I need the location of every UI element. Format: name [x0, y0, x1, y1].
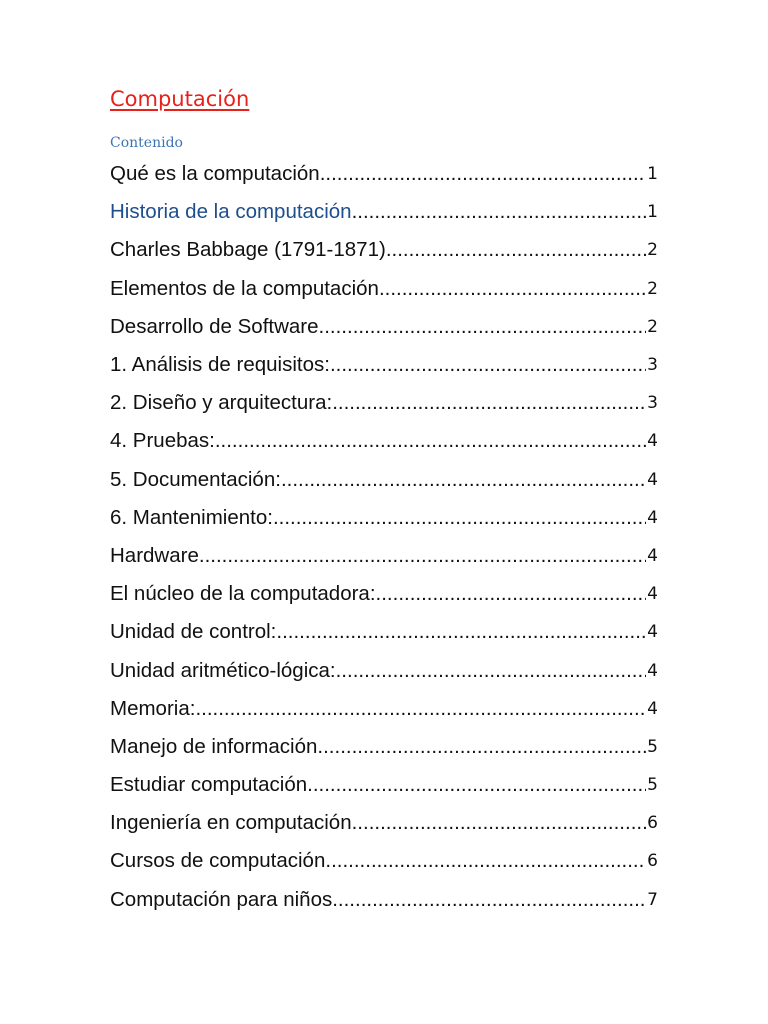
toc-entry-page-number: 4 — [647, 545, 658, 566]
toc-entry-page-number: 3 — [647, 393, 658, 414]
toc-entry-leader-dots — [379, 277, 646, 301]
toc-entry-page-number: 6 — [647, 851, 658, 872]
toc-entry-page-number: 1 — [647, 202, 658, 223]
toc-entry-leader-dots — [332, 391, 646, 415]
toc-entry-leader-dots — [332, 888, 646, 912]
toc-entry[interactable] — [110, 270, 658, 308]
toc-entry-page-number: 2 — [647, 278, 658, 299]
toc-entry-label[interactable]: Memoria: — [110, 696, 196, 720]
toc-entry-leader-dots — [319, 315, 647, 339]
toc-entry-label[interactable]: 4. Pruebas: — [110, 429, 215, 453]
toc-entry[interactable] — [110, 728, 658, 766]
toc-entry[interactable] — [110, 575, 658, 613]
document-title: Computación — [110, 87, 250, 111]
toc-entry-leader-dots — [317, 735, 646, 759]
toc-entry-label[interactable]: Computación para niños — [110, 887, 333, 911]
toc-entry[interactable] — [110, 881, 658, 919]
toc-entry[interactable] — [110, 766, 658, 804]
toc-entry-label[interactable]: Cursos de computación — [110, 849, 326, 873]
toc-entry-label[interactable]: 6. Mantenimiento: — [110, 505, 273, 529]
toc-entry-leader-dots — [281, 468, 646, 492]
toc-entry-label[interactable]: El núcleo de la computadora: — [110, 582, 376, 606]
toc-entry-label[interactable]: Historia de la computación — [110, 200, 352, 224]
toc-entry-page-number: 4 — [647, 507, 658, 528]
toc-entry-page-number: 4 — [647, 469, 658, 490]
toc-entry-page-number: 1 — [647, 164, 658, 185]
toc-entry[interactable] — [110, 422, 658, 460]
toc-entry[interactable] — [110, 842, 658, 880]
toc-entry-leader-dots — [352, 811, 647, 835]
toc-entry-label[interactable]: Hardware — [110, 543, 199, 567]
toc-entry-label[interactable]: Unidad aritmético-lógica: — [110, 658, 336, 682]
toc-entry[interactable] — [110, 613, 658, 651]
toc-entry-page-number: 3 — [647, 355, 658, 376]
toc-entry[interactable] — [110, 346, 658, 384]
toc-entry-label[interactable]: 5. Documentación: — [110, 467, 281, 491]
toc-entry-label[interactable]: 2. Diseño y arquitectura: — [110, 391, 333, 415]
toc-entry-leader-dots — [386, 238, 646, 262]
toc-entry[interactable] — [110, 231, 658, 269]
toc-entry-leader-dots — [276, 620, 646, 644]
toc-entry[interactable] — [110, 690, 658, 728]
toc-entry-page-number: 5 — [647, 736, 658, 757]
toc-entry-leader-dots — [215, 429, 646, 453]
toc-entry[interactable] — [110, 651, 658, 689]
toc-entry-leader-dots — [273, 506, 646, 530]
toc-entry-page-number: 5 — [647, 775, 658, 796]
toc-entry[interactable] — [110, 461, 658, 499]
toc-entry-label[interactable]: Manejo de información — [110, 734, 318, 758]
toc-entry-label[interactable]: Unidad de control: — [110, 620, 277, 644]
toc-entry-label[interactable]: Desarrollo de Software — [110, 314, 319, 338]
toc-entry[interactable] — [110, 308, 658, 346]
toc-entry-page-number: 7 — [647, 889, 658, 910]
toc-heading: Contenido — [110, 135, 183, 151]
toc-entry-label[interactable]: 1. Análisis de requisitos: — [110, 353, 330, 377]
toc-entry-leader-dots — [195, 697, 646, 721]
toc-entry-label[interactable]: Ingeniería en computación — [110, 811, 352, 835]
toc-entry-page-number: 4 — [647, 431, 658, 452]
toc-entry-leader-dots — [336, 659, 647, 683]
table-of-contents — [110, 155, 658, 919]
toc-entry-leader-dots — [352, 200, 647, 224]
toc-entry-leader-dots — [199, 544, 646, 568]
toc-entry-leader-dots — [325, 849, 646, 873]
toc-entry[interactable] — [110, 384, 658, 422]
toc-entry-leader-dots — [330, 353, 646, 377]
toc-entry-leader-dots — [320, 162, 646, 186]
toc-entry[interactable] — [110, 499, 658, 537]
toc-entry-label[interactable]: Estudiar computación — [110, 773, 308, 797]
toc-entry-page-number: 6 — [647, 813, 658, 834]
toc-entry-page-number: 2 — [647, 240, 658, 261]
toc-entry[interactable] — [110, 155, 658, 193]
toc-entry[interactable] — [110, 537, 658, 575]
toc-entry-leader-dots — [376, 582, 647, 606]
toc-entry[interactable] — [110, 193, 658, 231]
toc-entry-page-number: 4 — [647, 584, 658, 605]
toc-entry-page-number: 4 — [647, 660, 658, 681]
toc-entry-label[interactable]: Charles Babbage (1791-1871) — [110, 238, 386, 262]
toc-entry-label[interactable]: Qué es la computación — [110, 162, 320, 186]
toc-entry-page-number: 2 — [647, 316, 658, 337]
toc-entry[interactable] — [110, 804, 658, 842]
toc-entry-label[interactable]: Elementos de la computación — [110, 276, 379, 300]
toc-entry-page-number: 4 — [647, 698, 658, 719]
toc-entry-page-number: 4 — [647, 622, 658, 643]
toc-entry-leader-dots — [307, 773, 646, 797]
